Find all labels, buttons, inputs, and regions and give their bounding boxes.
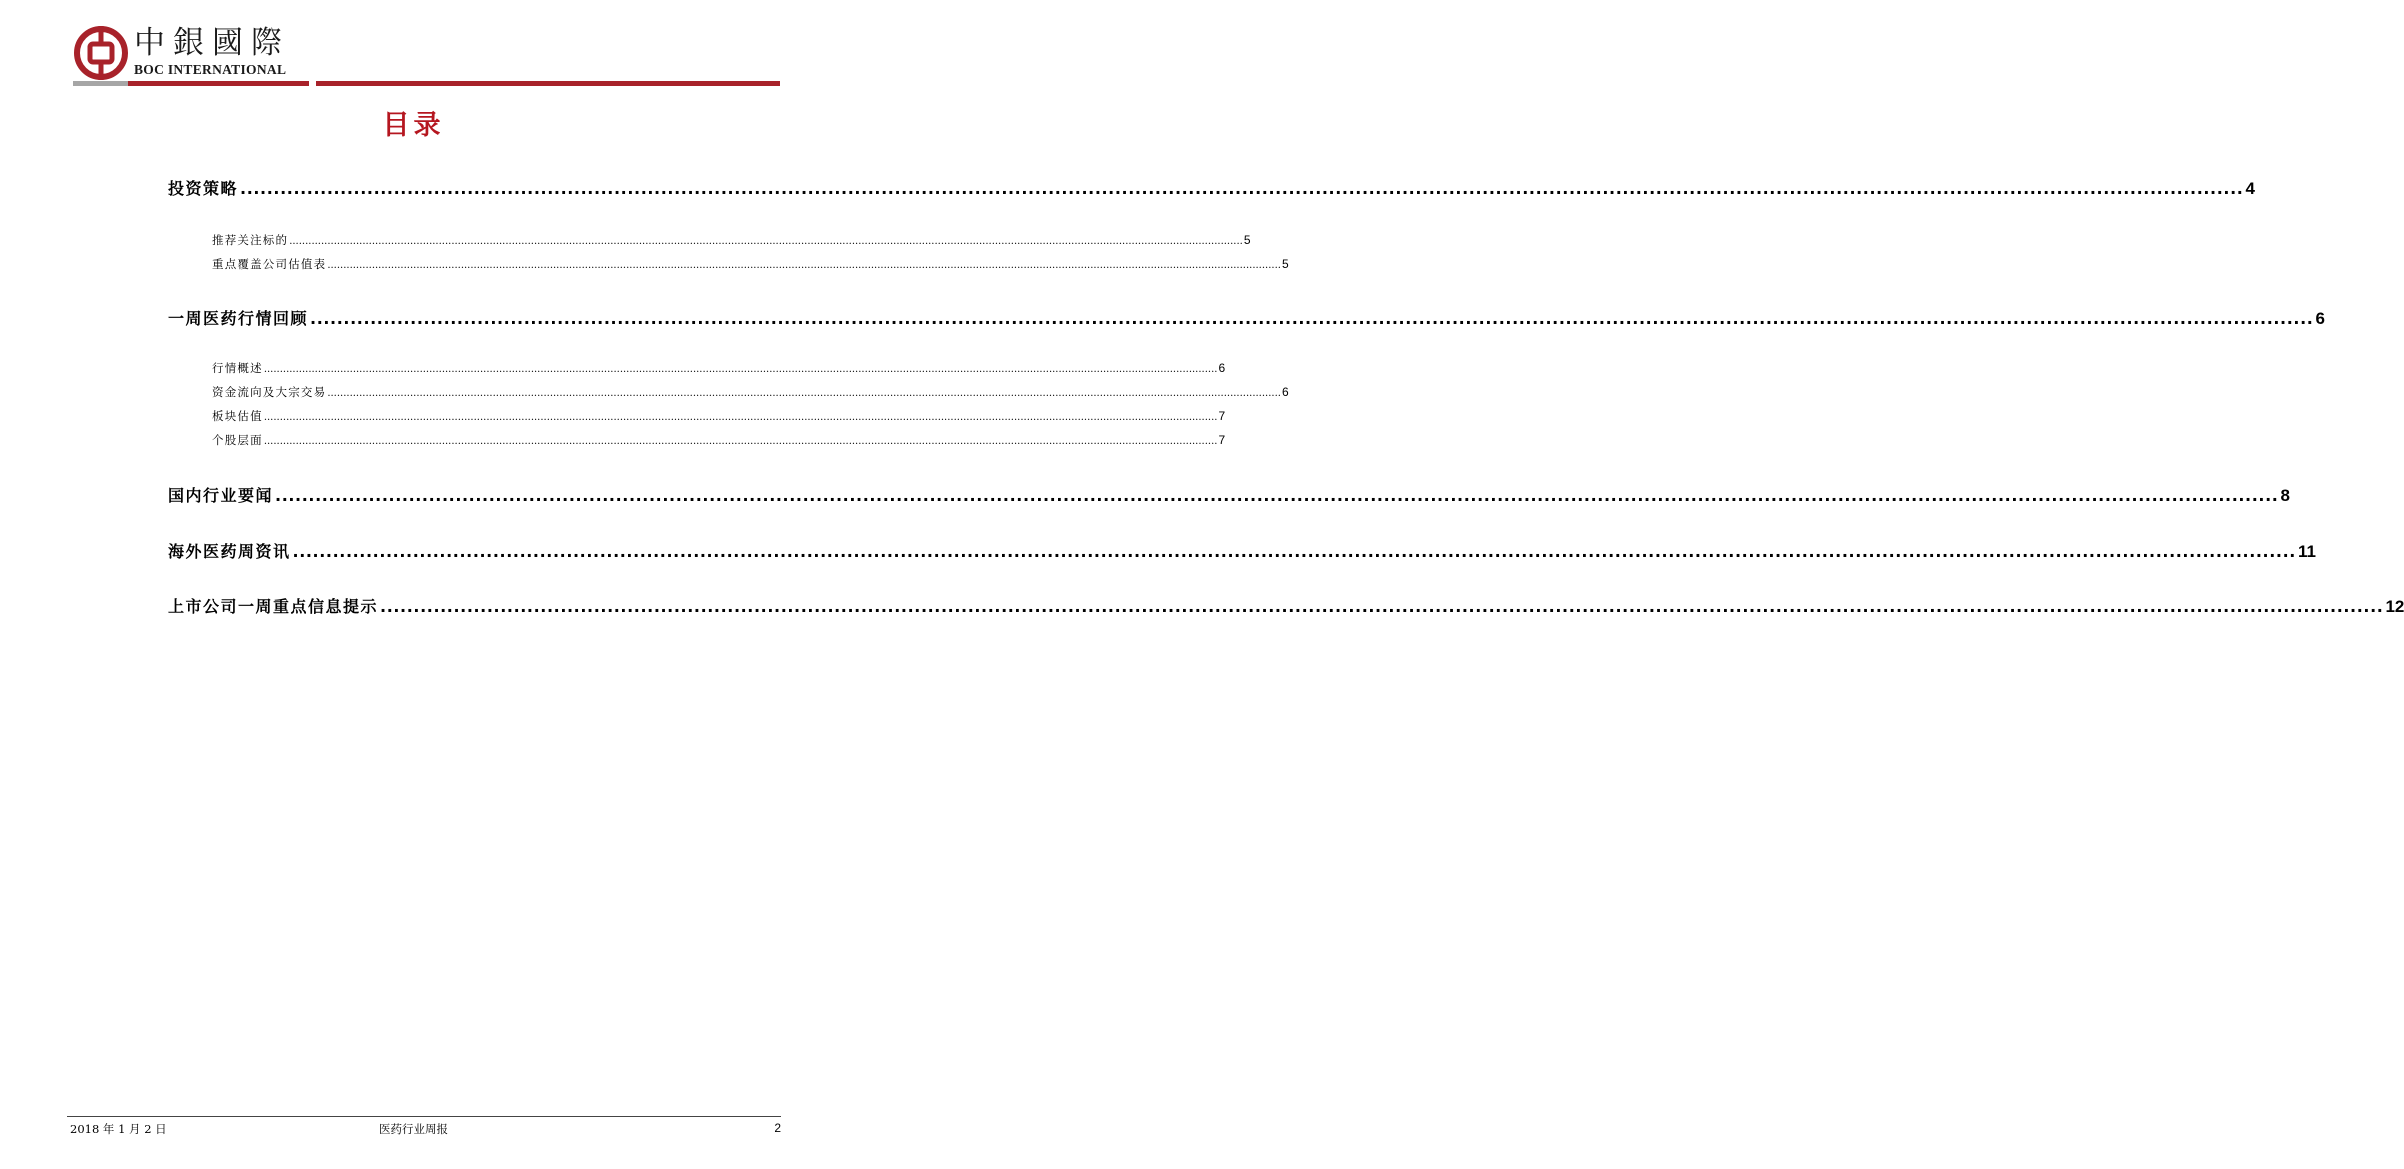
- toc-subsection-entry[interactable]: [212, 384, 1289, 400]
- toc-entry-page: 5: [1281, 257, 1289, 271]
- header-rule-red-right: [316, 81, 780, 86]
- toc-section-entry[interactable]: [168, 483, 2290, 506]
- toc-entry-label: 板块估值: [212, 409, 263, 423]
- toc-entry-page: 4: [2245, 179, 2255, 198]
- toc-section-entry[interactable]: [168, 306, 2325, 329]
- toc-entry-label: 行情概述: [212, 361, 263, 375]
- toc-dot-leader: ............................................................................................................................................................................................................................................................................................................: [292, 542, 2296, 561]
- footer-report-name: 医药行业周报: [379, 1122, 448, 1136]
- toc-dot-leader: ............................................................................................................................................................................................................................................................................................................: [263, 412, 1218, 423]
- toc-title: 目录: [382, 110, 445, 141]
- toc-dot-leader: ............................................................................................................................................................................................................................................................................................................: [263, 436, 1218, 447]
- toc-subsection-entry[interactable]: [212, 256, 1289, 272]
- toc-section-entry[interactable]: [168, 594, 2404, 617]
- toc-entry-page: 6: [2315, 309, 2325, 328]
- toc-dot-leader: ............................................................................................................................................................................................................................................................................................................: [327, 388, 1281, 399]
- footer-page-number: 2: [774, 1121, 781, 1135]
- toc-entry-label: 个股层面: [212, 433, 263, 447]
- toc-entry-page: 7: [1218, 409, 1226, 423]
- toc-entry-label: 上市公司一周重点信息提示: [168, 597, 379, 616]
- toc-dot-leader: ............................................................................................................................................................................................................................................................................................................: [380, 597, 2384, 616]
- toc-entry-label: 一周医药行情回顾: [168, 309, 309, 328]
- toc-entry-page: 5: [1243, 233, 1251, 247]
- logo-english-text: BOC INTERNATIONAL: [134, 62, 287, 77]
- toc-entry-page: 8: [2280, 486, 2290, 505]
- toc-entry-label: 推荐关注标的: [212, 233, 289, 247]
- toc-entry-page: 7: [1218, 433, 1226, 447]
- logo: [74, 26, 314, 82]
- toc-dot-leader: ............................................................................................................................................................................................................................................................................................................: [240, 179, 2244, 198]
- toc-dot-leader: ............................................................................................................................................................................................................................................................................................................: [327, 260, 1281, 271]
- toc-dot-leader: ............................................................................................................................................................................................................................................................................................................: [310, 309, 2314, 328]
- toc-subsection-entry[interactable]: [212, 360, 1226, 376]
- toc-entry-label: 海外医药周资讯: [168, 542, 291, 561]
- toc-dot-leader: ............................................................................................................................................................................................................................................................................................................: [289, 236, 1243, 247]
- toc-subsection-entry[interactable]: [212, 232, 1251, 248]
- toc-entry-label: 资金流向及大宗交易: [212, 385, 327, 399]
- toc-entry-page: 6: [1281, 385, 1289, 399]
- toc-entry-page: 6: [1218, 361, 1226, 375]
- toc-entry-page: 12: [2385, 597, 2404, 616]
- toc-entry-label: 国内行业要闻: [168, 486, 274, 505]
- toc-dot-leader: ............................................................................................................................................................................................................................................................................................................: [275, 486, 2279, 505]
- toc-section-entry[interactable]: [168, 176, 2255, 199]
- toc-subsection-entry[interactable]: [212, 432, 1226, 448]
- toc-section-entry[interactable]: [168, 539, 2316, 562]
- footer-date: 2018 年 1 月 2 日: [70, 1122, 167, 1136]
- logo-chinese-text: 中銀國際: [134, 25, 290, 61]
- toc-subsection-entry[interactable]: [212, 408, 1226, 424]
- toc-entry-page: 11: [2297, 542, 2316, 561]
- boc-logo-icon: [74, 26, 128, 80]
- toc-entry-label: 重点覆盖公司估值表: [212, 257, 327, 271]
- header-rule-red-left: [128, 81, 309, 86]
- toc-dot-leader: ............................................................................................................................................................................................................................................................................................................: [263, 364, 1218, 375]
- footer-rule: [67, 1116, 781, 1117]
- toc-entry-label: 投资策略: [168, 179, 239, 198]
